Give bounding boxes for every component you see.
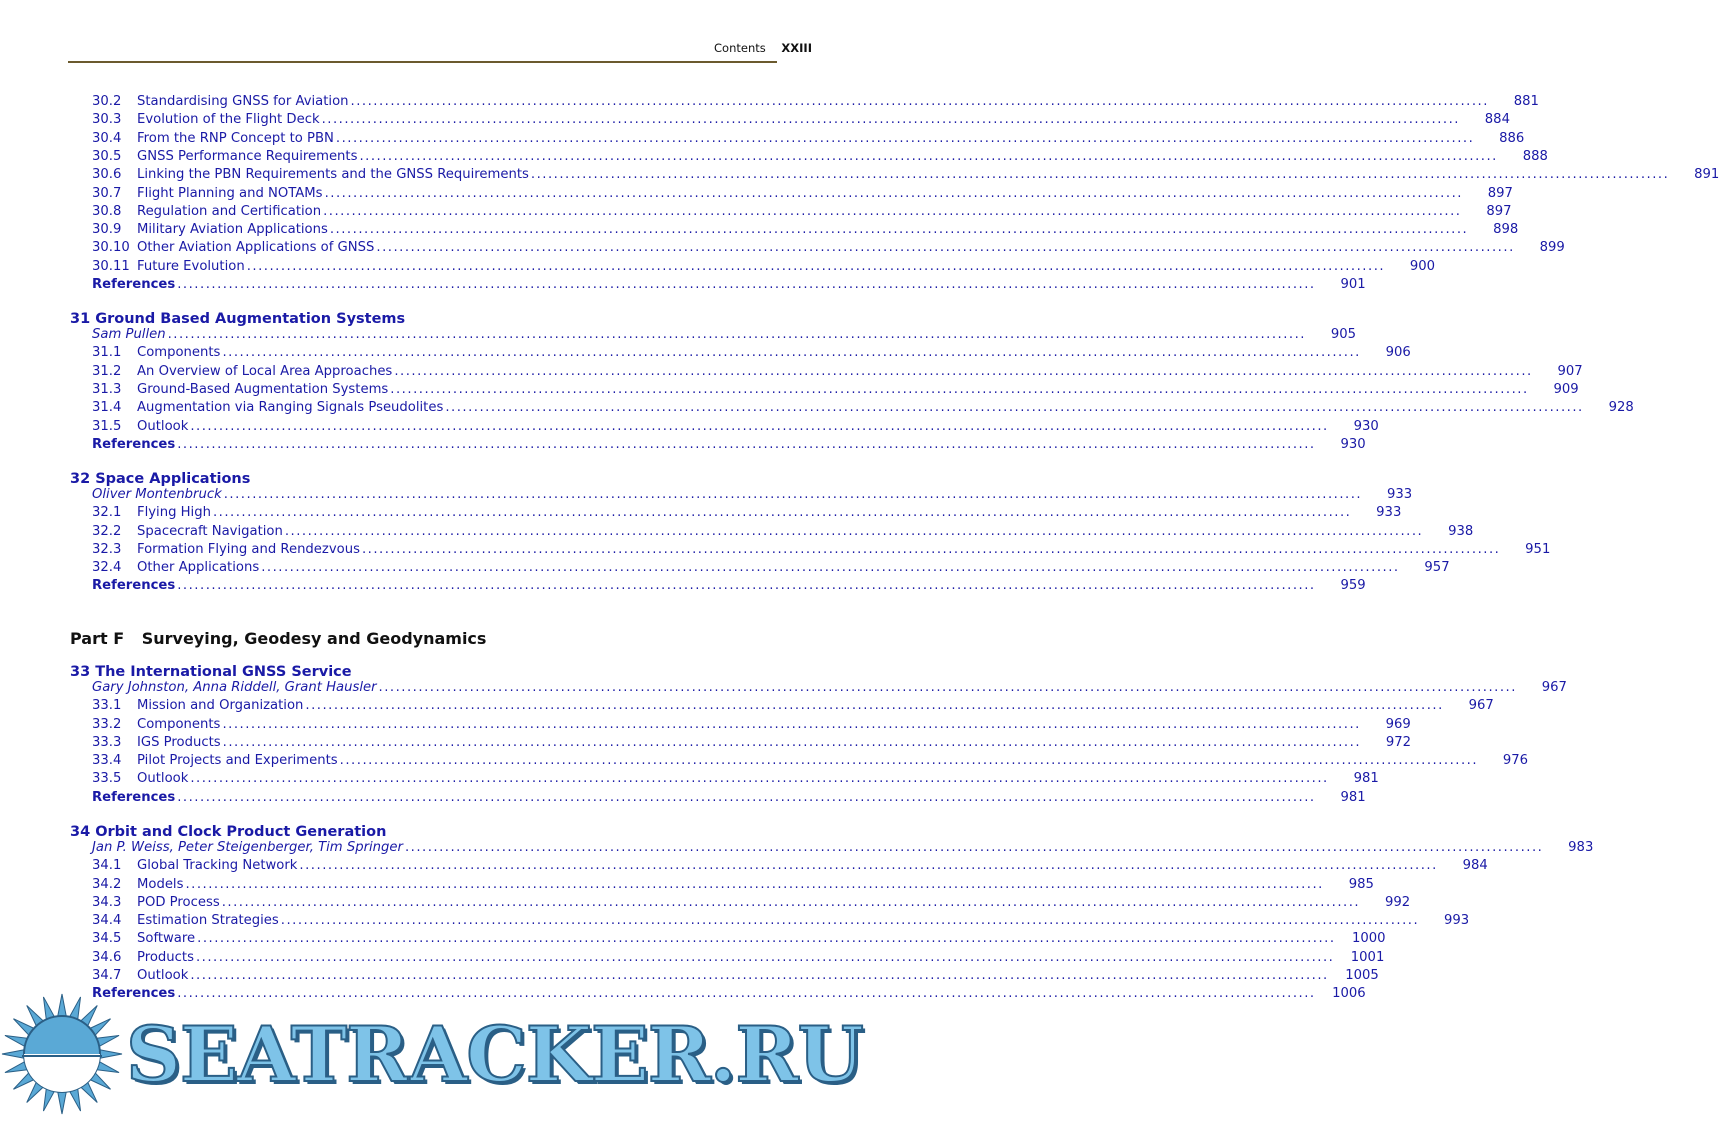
section-title: Regulation and Certification <box>137 204 322 219</box>
dot-leader: ........................................................................................................................................................................................................ <box>390 382 1529 397</box>
running-head <box>714 41 812 55</box>
section-title: Products <box>137 950 194 965</box>
toc-entry[interactable] <box>92 876 1374 894</box>
dot-leader: ........................................................................................................................................................................................................ <box>221 895 1361 910</box>
page-ref: 938 <box>1448 524 1474 539</box>
page-ref: 881 <box>1513 94 1539 109</box>
page-ref: 1006 <box>1332 986 1366 1001</box>
references-entry[interactable] <box>92 436 1366 454</box>
dot-leader: ........................................................................................................................................................................................................ <box>195 950 1335 965</box>
toc-entry[interactable] <box>92 716 1411 734</box>
section-number: 31.5 <box>92 419 122 434</box>
page-ref: 967 <box>1541 680 1567 695</box>
page-ref: 981 <box>1340 790 1366 805</box>
section-title: Global Tracking Network <box>137 858 298 873</box>
page-ref: 992 <box>1384 895 1411 910</box>
chapter-title: The International GNSS Service <box>95 664 352 680</box>
page-number: XXIII <box>781 41 812 55</box>
section-title: Components <box>137 717 221 732</box>
dot-leader: ........................................................................................................................................................................................................ <box>324 186 1463 201</box>
dot-leader: ........................................................................................................................................................................................................ <box>223 487 1363 502</box>
page-ref: 891 <box>1694 167 1719 182</box>
section-title: References <box>92 986 176 1001</box>
dot-leader: ........................................................................................................................................................................................................ <box>185 877 1324 892</box>
page-ref: 884 <box>1484 112 1510 127</box>
page-ref: 897 <box>1486 204 1512 219</box>
page-ref: 906 <box>1385 345 1411 360</box>
section-title: Military Aviation Applications <box>137 222 328 237</box>
dot-leader: ........................................................................................................................................................................................................ <box>335 131 1475 146</box>
section-title: Flying High <box>137 505 211 520</box>
references-entry[interactable] <box>92 276 1366 294</box>
dot-leader: ........................................................................................................................................................................................................ <box>305 698 1444 713</box>
author-names: Sam Pullen <box>92 327 166 342</box>
toc-entry[interactable] <box>92 381 1579 399</box>
page-ref: 898 <box>1493 222 1519 237</box>
page-ref: 907 <box>1557 364 1583 379</box>
section-title: Other Aviation Applications of GNSS <box>137 240 375 255</box>
dot-leader: ........................................................................................................................................................................................................ <box>246 259 1386 274</box>
section-number: 32.2 <box>92 524 122 539</box>
dot-leader: ........................................................................................................................................................................................................ <box>197 931 1336 946</box>
section-number: 34.5 <box>92 931 122 946</box>
dot-leader: ........................................................................................................................................................................................................ <box>280 913 1420 928</box>
section-title: An Overview of Local Area Approaches <box>137 364 393 379</box>
section-number: 31.2 <box>92 364 122 379</box>
sun-ray <box>57 994 66 1018</box>
section-number: 30.10 <box>92 240 130 255</box>
section-title: Outlook <box>137 419 189 434</box>
page-ref: 983 <box>1568 840 1594 855</box>
toc-entry[interactable] <box>92 523 1474 541</box>
dot-leader: ........................................................................................................................................................................................................ <box>404 840 1544 855</box>
toc-entry[interactable] <box>92 148 1548 166</box>
dot-leader: ........................................................................................................................................................................................................ <box>222 717 1361 732</box>
dot-leader: ........................................................................................................................................................................................................ <box>394 364 1533 379</box>
chapter-title: Ground Based Augmentation Systems <box>95 311 406 327</box>
section-number: 34.6 <box>92 950 122 965</box>
section-title: Future Evolution <box>137 259 245 274</box>
section-number: 34.1 <box>92 858 122 873</box>
toc-entry[interactable] <box>92 949 1385 967</box>
section-title: Components <box>137 345 221 360</box>
author-names: Oliver Montenbruck <box>92 487 222 502</box>
section-title: POD Process <box>137 895 220 910</box>
page-ref: 976 <box>1502 753 1529 768</box>
page-ref: 901 <box>1340 277 1366 292</box>
dot-leader: ........................................................................................................................................................................................................ <box>261 560 1400 575</box>
author-entry[interactable] <box>92 326 1356 344</box>
watermark-text: SEATRACKER.RU <box>126 1010 863 1099</box>
section-title: Evolution of the Flight Deck <box>137 112 320 127</box>
section-title: Outlook <box>137 771 189 786</box>
page-ref: 951 <box>1525 542 1551 557</box>
dot-leader: ........................................................................................................................................................................................................ <box>530 167 1670 182</box>
chapter-number: 34 <box>70 824 91 840</box>
section-title: Pilot Projects and Experiments <box>137 753 338 768</box>
toc-entry[interactable] <box>92 363 1583 381</box>
dot-leader: ........................................................................................................................................................................................................ <box>378 680 1517 695</box>
dot-leader: ........................................................................................................................................................................................................ <box>323 204 1462 219</box>
page-ref: 930 <box>1340 437 1366 452</box>
dot-leader: ........................................................................................................................................................................................................ <box>321 112 1460 127</box>
chapter-title: Space Applications <box>95 471 251 487</box>
dot-leader: ........................................................................................................................................................................................................ <box>190 968 1329 983</box>
sun-ray <box>2 1049 26 1058</box>
page-ref: 886 <box>1499 131 1525 146</box>
dot-leader: ........................................................................................................................................................................................................ <box>339 753 1479 768</box>
page-ref: 1005 <box>1345 968 1379 983</box>
section-title: Mission and Organization <box>137 698 304 713</box>
section-number: 30.2 <box>92 94 122 109</box>
toc-entry[interactable] <box>92 221 1519 239</box>
page-ref: 1000 <box>1351 931 1386 946</box>
dot-leader: ........................................................................................................................................................................................................ <box>299 858 1438 873</box>
section-number: 30.3 <box>92 112 122 127</box>
page-ref: 899 <box>1539 240 1565 255</box>
section-number: 33.3 <box>92 735 122 750</box>
part-label: Part F <box>70 629 125 648</box>
dot-leader: ........................................................................................................................................................................................................ <box>177 277 1316 292</box>
dot-leader: ........................................................................................................................................................................................................ <box>190 771 1329 786</box>
section-title: Flight Planning and NOTAMs <box>137 186 323 201</box>
toc-entry[interactable] <box>92 752 1529 770</box>
page-ref: 900 <box>1409 259 1436 274</box>
section-title: Models <box>137 877 184 892</box>
toc-entry[interactable] <box>92 185 1513 203</box>
toc-entry[interactable] <box>92 734 1412 752</box>
toc-entry[interactable] <box>92 559 1450 577</box>
section-title: Formation Flying and Rendezvous <box>137 542 360 557</box>
section-number: 34.4 <box>92 913 122 928</box>
section-title: Outlook <box>137 968 189 983</box>
page-ref: 981 <box>1353 771 1379 786</box>
page-ref: 972 <box>1385 735 1412 750</box>
header-rule <box>68 61 777 63</box>
section-number: 30.7 <box>92 186 122 201</box>
running-title: Contents <box>714 41 766 55</box>
toc-entry[interactable] <box>92 541 1551 559</box>
section-number: 32.1 <box>92 505 122 520</box>
author-entry[interactable] <box>92 679 1567 697</box>
section-number: 30.4 <box>92 131 122 146</box>
section-number: 30.5 <box>92 149 122 164</box>
dot-leader: ........................................................................................................................................................................................................ <box>177 986 1316 1001</box>
section-title: References <box>92 277 176 292</box>
section-number: 31.3 <box>92 382 122 397</box>
section-number: 32.3 <box>92 542 122 557</box>
page-ref: 984 <box>1462 858 1488 873</box>
sun-ray <box>98 1049 122 1058</box>
section-number: 30.11 <box>92 259 130 274</box>
chapter-number: 31 <box>70 311 91 327</box>
section-number: 32.4 <box>92 560 122 575</box>
dot-leader: ........................................................................................................................................................................................................ <box>177 790 1316 805</box>
section-title: Estimation Strategies <box>137 913 279 928</box>
author-entry[interactable] <box>92 486 1413 504</box>
page-ref: 1001 <box>1350 950 1385 965</box>
toc-entry[interactable] <box>92 93 1539 111</box>
page-ref: 993 <box>1443 913 1470 928</box>
toc-entry[interactable] <box>92 258 1436 276</box>
section-title: Other Applications <box>137 560 260 575</box>
toc-entry[interactable] <box>92 857 1488 875</box>
section-number: 30.6 <box>92 167 122 182</box>
page-ref: 930 <box>1353 419 1379 434</box>
section-title: References <box>92 437 176 452</box>
part-title: Surveying, Geodesy and Geodynamics <box>141 629 487 648</box>
section-number: 31.4 <box>92 400 122 415</box>
section-title: Software <box>137 931 196 946</box>
toc-entry[interactable] <box>92 203 1512 221</box>
chapter-number: 32 <box>70 471 91 487</box>
references-entry[interactable] <box>92 577 1366 595</box>
page-ref: 909 <box>1553 382 1579 397</box>
dot-leader: ........................................................................................................................................................................................................ <box>212 505 1352 520</box>
section-number: 31.1 <box>92 345 122 360</box>
page-ref: 967 <box>1468 698 1494 713</box>
section-number: 34.2 <box>92 877 122 892</box>
toc-entry[interactable] <box>92 239 1565 257</box>
page-ref: 933 <box>1386 487 1413 502</box>
toc-entry[interactable] <box>92 930 1386 948</box>
toc-entry[interactable] <box>92 504 1402 522</box>
page-ref: 959 <box>1340 578 1366 593</box>
section-number: 33.5 <box>92 771 122 786</box>
toc-entry[interactable] <box>92 399 1634 417</box>
dot-leader: ........................................................................................................................................................................................................ <box>445 400 1584 415</box>
dot-leader: ........................................................................................................................................................................................................ <box>190 419 1329 434</box>
dot-leader: ........................................................................................................................................................................................................ <box>177 578 1316 593</box>
toc-entry[interactable] <box>92 912 1470 930</box>
page-ref: 985 <box>1348 877 1374 892</box>
dot-leader: ........................................................................................................................................................................................................ <box>284 524 1424 539</box>
section-number: 34.7 <box>92 968 122 983</box>
sun-logo-icon <box>0 996 130 1123</box>
section-number: 33.1 <box>92 698 122 713</box>
dot-leader: ........................................................................................................................................................................................................ <box>222 345 1361 360</box>
toc-entry[interactable] <box>92 967 1379 985</box>
dot-leader: ........................................................................................................................................................................................................ <box>350 94 1489 109</box>
toc-entry[interactable] <box>92 770 1379 788</box>
dot-leader: ........................................................................................................................................................................................................ <box>376 240 1515 255</box>
page-ref: 969 <box>1385 717 1411 732</box>
section-title: Linking the PBN Requirements and the GNSS Requirements <box>137 167 529 182</box>
toc-entry[interactable] <box>92 894 1411 912</box>
page-ref: 928 <box>1608 400 1634 415</box>
section-title: Ground-Based Augmentation Systems <box>137 382 389 397</box>
page-ref: 905 <box>1330 327 1356 342</box>
section-title: Augmentation via Ranging Signals Pseudolites <box>137 400 444 415</box>
page-ref: 957 <box>1424 560 1450 575</box>
section-number: 30.8 <box>92 204 122 219</box>
toc-entry[interactable] <box>92 418 1379 436</box>
section-title: References <box>92 578 176 593</box>
section-number: 30.9 <box>92 222 122 237</box>
section-number: 33.4 <box>92 753 122 768</box>
section-title: From the RNP Concept to PBN <box>137 131 334 146</box>
toc-entry[interactable] <box>92 130 1525 148</box>
dot-leader: ........................................................................................................................................................................................................ <box>329 222 1469 237</box>
page-ref: 933 <box>1376 505 1402 520</box>
chapter-title: Orbit and Clock Product Generation <box>95 824 387 840</box>
section-title: References <box>92 790 176 805</box>
toc-entry[interactable] <box>92 166 1719 184</box>
page-ref: 888 <box>1522 149 1548 164</box>
chapter-number: 33 <box>70 664 91 680</box>
author-names: Jan P. Weiss, Peter Steigenberger, Tim Springer <box>92 840 403 855</box>
toc-entry[interactable] <box>92 344 1411 362</box>
toc-entry[interactable] <box>92 111 1510 129</box>
section-title: Standardising GNSS for Aviation <box>137 94 349 109</box>
page-ref: 897 <box>1487 186 1513 201</box>
dot-leader: ........................................................................................................................................................................................................ <box>222 735 1362 750</box>
toc-entry[interactable] <box>92 697 1494 715</box>
section-title: GNSS Performance Requirements <box>137 149 358 164</box>
section-title: IGS Products <box>137 735 221 750</box>
dot-leader: ........................................................................................................................................................................................................ <box>177 437 1316 452</box>
watermark <box>0 996 863 1123</box>
references-entry[interactable] <box>92 789 1366 807</box>
sun-ray <box>57 1090 66 1114</box>
dot-leader: ........................................................................................................................................................................................................ <box>361 542 1501 557</box>
author-names: Gary Johnston, Anna Riddell, Grant Hausler <box>92 680 377 695</box>
dot-leader: ........................................................................................................................................................................................................ <box>359 149 1498 164</box>
dot-leader: ........................................................................................................................................................................................................ <box>167 327 1306 342</box>
section-number: 34.3 <box>92 895 122 910</box>
part-heading <box>70 628 486 650</box>
section-number: 33.2 <box>92 717 122 732</box>
author-entry[interactable] <box>92 839 1594 857</box>
section-title: Spacecraft Navigation <box>137 524 283 539</box>
